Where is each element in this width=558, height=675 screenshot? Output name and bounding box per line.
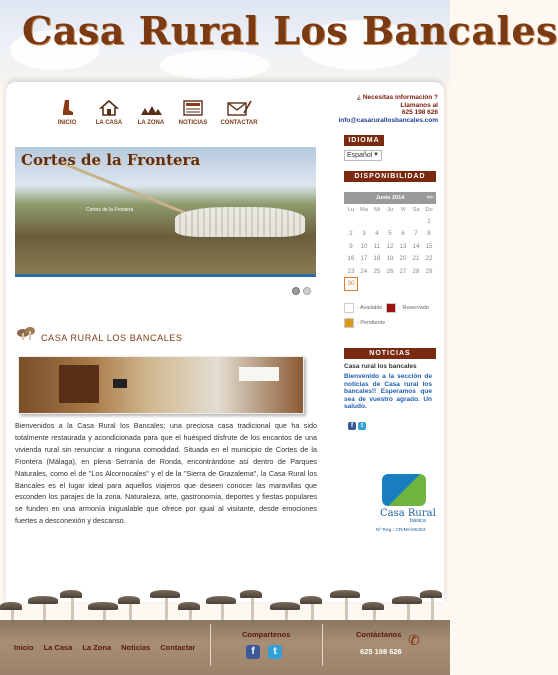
nav-label: INICIO	[57, 120, 77, 126]
news-body[interactable]: Bienvenido a la sección de noticias de Casa rural los bancales!! Esperamos que sea de vuestro agrado. Un saludo.	[344, 373, 432, 410]
calendar-day[interactable]: 14	[412, 242, 420, 250]
nav-label: NOTICIAS	[178, 120, 208, 126]
idioma-header: IDIOMA	[344, 135, 384, 146]
phone-icon: ✆	[408, 632, 420, 648]
mushroom-cap	[362, 602, 384, 610]
calendar-day[interactable]: 1	[427, 217, 431, 225]
twitter-icon[interactable]: t	[358, 422, 366, 430]
tv	[113, 379, 127, 388]
calendar-day[interactable]: 20	[399, 255, 407, 263]
calendar-weekday: Vi	[400, 206, 406, 213]
mushroom-icon	[16, 324, 36, 342]
footer-share-label: Compartenos	[242, 630, 291, 639]
calendar-day[interactable]: 2	[349, 230, 353, 238]
calendar-day[interactable]: 5	[388, 230, 392, 238]
mushroom-cap	[28, 596, 58, 604]
info-call: Llamanos al	[400, 101, 438, 109]
info-email-link[interactable]: info@casarurallosbancales.com	[338, 116, 438, 124]
legend-reserved	[386, 303, 429, 313]
mushroom-cap	[0, 602, 22, 610]
slideshow-dots	[292, 287, 311, 295]
calendar-week	[345, 253, 436, 266]
twitter-icon[interactable]: t	[268, 645, 282, 659]
calendar-empty	[371, 278, 384, 291]
header	[0, 0, 558, 84]
section-title: CASA RURAL LOS BANCALES	[41, 333, 183, 343]
noticias-header: NOTICIAS	[344, 348, 436, 359]
language-select[interactable]	[344, 150, 382, 161]
calendar-day[interactable]: 30	[345, 278, 358, 291]
legend-swatch-available	[344, 303, 354, 313]
legend-pending	[344, 318, 385, 328]
calendar-next-button[interactable]: >>	[426, 195, 433, 201]
calendar-day[interactable]: 12	[386, 242, 394, 250]
calendar-weekday: Mi	[373, 206, 381, 213]
slide-dot-1[interactable]	[292, 287, 300, 295]
logo-name: Casa Rural	[380, 508, 436, 519]
calendar-day[interactable]: 3	[362, 230, 366, 238]
legend-available	[344, 303, 382, 313]
room-photo	[18, 356, 304, 414]
mushroom-cap	[118, 596, 140, 604]
footer-divider	[210, 624, 211, 666]
calendar-weekday: Ma	[359, 206, 369, 213]
calendar-week	[345, 228, 436, 241]
info-question: ¿ Necesitas información ?	[357, 94, 438, 101]
chevron-down-icon: ▼	[373, 152, 379, 158]
calendar-day[interactable]: 25	[373, 267, 381, 275]
calendar-day[interactable]: 26	[386, 267, 394, 275]
calendar-empty	[397, 278, 410, 291]
legend-available-label: - Available	[357, 305, 383, 311]
footer-link-inicio[interactable]: Inicio	[14, 643, 34, 652]
calendar-week	[345, 215, 436, 228]
mushroom-cap	[240, 590, 262, 598]
footer-phone[interactable]: 625 198 626	[360, 647, 402, 656]
slide-dot-2[interactable]	[303, 287, 311, 295]
mushroom-cap	[60, 590, 82, 598]
calendar-day[interactable]: 29	[425, 267, 433, 275]
calendar-month: Junio 2014	[375, 195, 405, 201]
footer-link-noticias[interactable]: Noticias	[121, 643, 151, 652]
calendar-day[interactable]: 13	[399, 242, 407, 250]
mushroom-cap	[270, 602, 300, 610]
hero-strip	[15, 274, 316, 277]
footer-divider	[322, 624, 323, 666]
nav-contactar[interactable]	[214, 98, 264, 126]
casa-rural-logo	[382, 474, 426, 506]
info-phone[interactable]: 625 198 626	[401, 109, 438, 116]
envelope-icon	[226, 98, 252, 118]
footer-links	[14, 643, 195, 652]
mushroom-cap	[392, 596, 422, 604]
calendar-weekday: Do	[425, 206, 433, 213]
nav-inicio[interactable]	[46, 98, 88, 126]
calendar-day[interactable]: 23	[347, 267, 355, 275]
calendar-day[interactable]: 22	[425, 255, 433, 263]
calendar-day[interactable]: 6	[401, 230, 405, 238]
calendar-weekday: Sá	[412, 206, 420, 213]
nav-label: LA ZONA	[137, 120, 165, 126]
calendar-empty	[358, 215, 371, 228]
calendar-day[interactable]: 9	[349, 242, 353, 250]
main-nav	[46, 98, 264, 126]
mushroom-cap	[150, 590, 180, 598]
nav-la-casa[interactable]	[88, 98, 130, 126]
calendar-day[interactable]: 17	[360, 255, 368, 263]
hero-map-label: Cortes de la Frontera	[86, 207, 134, 213]
calendar-day[interactable]: 10	[360, 242, 368, 250]
calendar-day[interactable]: 7	[414, 230, 418, 238]
calendar-day[interactable]: 24	[360, 267, 368, 275]
newspaper-icon	[182, 98, 204, 118]
calendar-empty	[410, 215, 423, 228]
footer-contact-label: Contáctanos	[356, 630, 402, 639]
legend-swatch-reserved	[386, 303, 396, 313]
fireplace	[59, 365, 99, 403]
nav-la-zona[interactable]	[130, 98, 172, 126]
mushroom-cap	[88, 602, 118, 610]
calendar-week	[345, 265, 436, 278]
boot-icon	[57, 98, 77, 118]
calendar-day[interactable]: 16	[347, 255, 355, 263]
calendar-day[interactable]: 21	[412, 255, 420, 263]
calendar-empty	[384, 215, 397, 228]
disponibilidad-header: DISPONIBILIDAD	[344, 171, 436, 182]
footer-link-la-zona[interactable]: La Zona	[82, 643, 112, 652]
calendar-day[interactable]: 15	[425, 242, 433, 250]
calendar-day[interactable]: 4	[375, 230, 379, 238]
calendar-empty	[384, 278, 397, 291]
calendar-empty	[345, 215, 358, 228]
calendar-day[interactable]: 8	[427, 230, 431, 238]
nav-noticias[interactable]	[172, 98, 214, 126]
calendar-empty	[397, 215, 410, 228]
calendar-empty	[423, 278, 436, 291]
legend-pending-label: - Pendiente	[357, 320, 386, 326]
mushroom-cap	[206, 596, 236, 604]
calendar-day[interactable]: 27	[399, 267, 407, 275]
calendar-weekday: Ju	[386, 206, 394, 213]
calendar-day[interactable]: 28	[412, 267, 420, 275]
contact-info	[338, 94, 438, 124]
footer-social	[246, 645, 282, 659]
calendar-week	[345, 240, 436, 253]
footer-link-contactar[interactable]: Contactar	[160, 643, 196, 652]
intro-text: Bienvenidos a la Casa Rural los Bancales; una preciosa casa tradicional que ha sido totalmente restaurada y acondicionada para que el huésped disfrute de los encantos de una vivienda rural sin renunciar a ninguna comodidad. Situada en el municipio de Cortes de la Frontera (Málaga), en plena Serranía de Ronda, encontrándose así dentro de Parques Naturales, como el de "Los Alcornocales" y el de la "Sierra de Grazalema", la Casa Rural los Bancales es el lugar ideal para aquellos viajeros que deseen conocer las maravillas que esconden los parajes de la zona. Naturaleza, arte, gastronomía, deportes y fiestas populares se funden en una armonía inigualable que ofrece por igual al visitante, desde emociones fuertes a desconexión y descanso.	[15, 421, 317, 526]
mushroom-cap	[420, 590, 442, 598]
logo-sub: básica	[410, 518, 426, 524]
calendar-empty	[410, 278, 423, 291]
mushroom-cap	[300, 596, 322, 604]
calendar-header	[344, 192, 436, 204]
facebook-icon[interactable]: f	[348, 422, 356, 430]
footer-link-la-casa[interactable]: La Casa	[43, 643, 73, 652]
registration-number: Nº Reg.: CR/MA/00453	[376, 528, 426, 533]
legend-swatch-pending	[344, 318, 354, 328]
calendar-day[interactable]: 11	[373, 242, 381, 250]
calendar-day[interactable]: 18	[373, 255, 381, 263]
mushroom-cap	[178, 602, 200, 610]
calendar-weekday: Lu	[347, 206, 355, 213]
news-title[interactable]: Casa rural los bancales	[344, 363, 417, 370]
hero-slideshow[interactable]	[15, 147, 316, 275]
window	[239, 367, 279, 381]
house-icon	[99, 98, 119, 118]
mushroom-cap	[330, 590, 360, 598]
hero-title: Cortes de la Frontera	[21, 151, 201, 169]
site-title: Casa Rural Los Bancales	[22, 8, 558, 53]
facebook-icon[interactable]: f	[246, 645, 260, 659]
calendar-day[interactable]: 19	[386, 255, 394, 263]
calendar-empty	[358, 278, 371, 291]
mushroom-decoration	[0, 580, 450, 620]
availability-calendar	[344, 192, 436, 291]
news-social	[348, 422, 366, 430]
legend-reserved-label: - Reservado	[399, 305, 429, 311]
calendar-week	[345, 278, 436, 291]
nav-label: CONTACTAR	[220, 120, 258, 126]
village-icon	[139, 98, 163, 118]
calendar-empty	[371, 215, 384, 228]
calendar-grid	[344, 204, 436, 291]
hero-town	[175, 207, 305, 237]
nav-label: LA CASA	[95, 120, 123, 126]
language-value: Español	[347, 152, 373, 159]
